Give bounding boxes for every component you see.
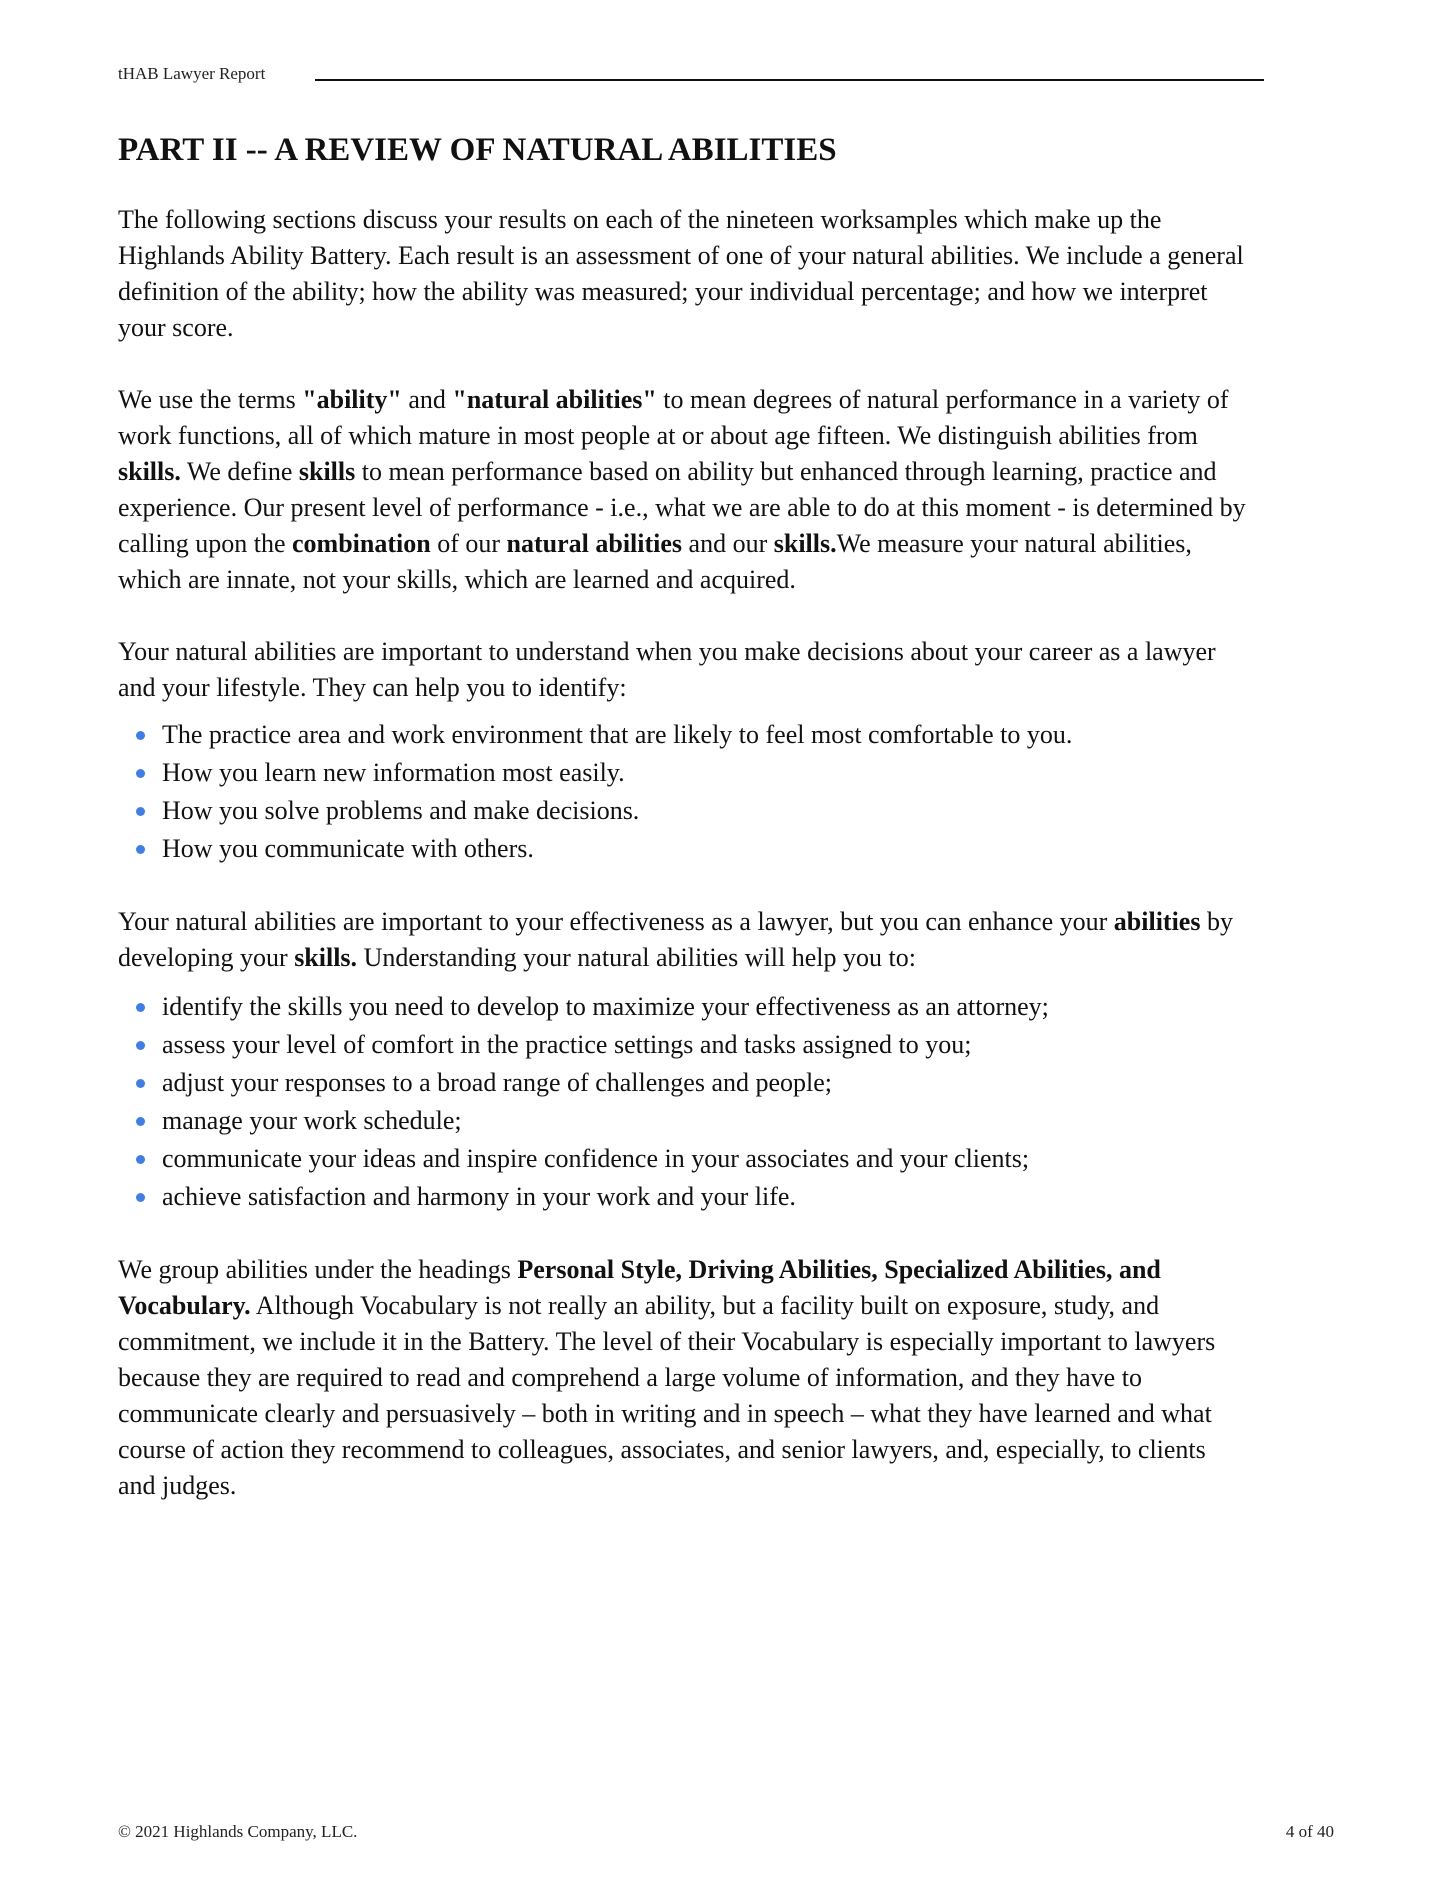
list-item [118,1026,1248,1064]
list-item-text: adjust your responses to a broad range of challenges and people; [162,1068,833,1097]
list-item-text: identify the skills you need to develop to maximize your effectiveness as an attorney; [162,992,1049,1021]
help-list [118,988,1248,1216]
list-item-text: How you communicate with others. [162,834,534,863]
bullet-icon [136,807,145,816]
bullet-icon [136,845,145,854]
list-item [118,1178,1248,1216]
bullet-icon [136,1155,145,1164]
text-run: We group abilities under the headings [118,1255,518,1284]
bold-term: natural abilities [506,529,683,558]
list-item-text: manage your work schedule; [162,1106,462,1135]
list-item-text: How you solve problems and make decisions. [162,796,640,825]
bold-term: "ability" [302,385,402,414]
bullet-icon [136,769,145,778]
page-title: PART II -- A REVIEW OF NATURAL ABILITIES [118,132,837,168]
text-run: and our [682,529,774,558]
text-run: by developing your [118,907,1233,972]
grouping-paragraph [118,1252,1248,1504]
list-item-text: The practice area and work environment that are likely to feel most comfortable to you. [162,720,1073,749]
bullet-icon [136,1117,145,1126]
text-run: We use the terms [118,385,303,414]
bold-term: combination [292,529,431,558]
list-item [118,988,1248,1026]
bullet-icon [136,1079,145,1088]
list-item [118,792,1248,830]
footer-page-number: 4 of 40 [1285,1822,1334,1841]
list-item [118,716,1248,754]
page-header [118,62,1264,86]
bold-term: skills. [294,943,358,972]
list-item [118,1064,1248,1102]
identify-list [118,716,1248,868]
bold-term: Personal Style, Driving Abilities, Specialized Abilities, and Vocabulary. [118,1255,1161,1320]
main-content [118,130,1248,1504]
text-run: and [401,385,453,414]
bullet-icon [136,731,145,740]
text-run: to mean degrees of natural performance in a variety of work functions, all of which mature in most people at or about age fifteen. We distinguish abilities from [118,385,1229,450]
bold-term: "natural abilities" [452,385,657,414]
text-run: Although Vocabulary is not really an ability, but a facility built on exposure, study, and commitment, we include it in the Battery. The level of their Vocabulary is especially important to lawyers because they are required to read and comprehend a large volume of information, and they have to communicate clearly and persuasively – both in writing and in speech – what they have learned and what course of action they recommend to colleagues, associates, and senior lawyers, and, especially, to clients and judges. [118,1291,1216,1500]
text-run: We measure your natural abilities, which are innate, not your skills, which are learned and acquired. [118,529,1192,594]
effectiveness-paragraph [118,904,1248,976]
intro-paragraph: The following sections discuss your results on each of the nineteen worksamples which make up the Highlands Ability Battery. Each result is an assessment of one of your natural abilities. We include a general definition of the ability; how the ability was measured; your individual percentage; and how we interpret your score. [118,205,1244,342]
list-item [118,1102,1248,1140]
list-item-text: How you learn new information most easily. [162,758,625,787]
footer-copyright: © 2021 Highlands Company, LLC. [118,1822,358,1841]
list-item-text: communicate your ideas and inspire confidence in your associates and your clients; [162,1144,1030,1173]
identify-paragraph: Your natural abilities are important to understand when you make decisions about your career as a lawyer and your lifestyle. They can help you to identify: [118,637,1216,702]
list-item-text: assess your level of comfort in the practice settings and tasks assigned to you; [162,1030,972,1059]
text-run: of our [430,529,507,558]
list-item [118,754,1248,792]
header-rule [315,79,1264,81]
text-run: We define [180,457,299,486]
bullet-icon [136,1003,145,1012]
list-item [118,830,1248,868]
definitions-paragraph [118,382,1248,598]
text-run: to mean performance based on ability but enhanced through learning, practice and experience. Our present level of performance - i.e., what we are able to do at this moment - is determined by calling upon the [118,457,1246,558]
list-item [118,1140,1248,1178]
text-run: Understanding your natural abilities will help you to: [357,943,916,972]
bold-term: skills. [773,529,837,558]
bold-term: abilities [1113,907,1201,936]
bullet-icon [136,1193,145,1202]
header-title: tHAB Lawyer Report [118,64,266,83]
text-run: Your natural abilities are important to your effectiveness as a lawyer, but you can enhance your [118,907,1114,936]
bullet-icon [136,1041,145,1050]
bold-term: skills. [118,457,181,486]
bold-term: skills [298,457,356,486]
list-item-text: achieve satisfaction and harmony in your work and your life. [162,1182,796,1211]
